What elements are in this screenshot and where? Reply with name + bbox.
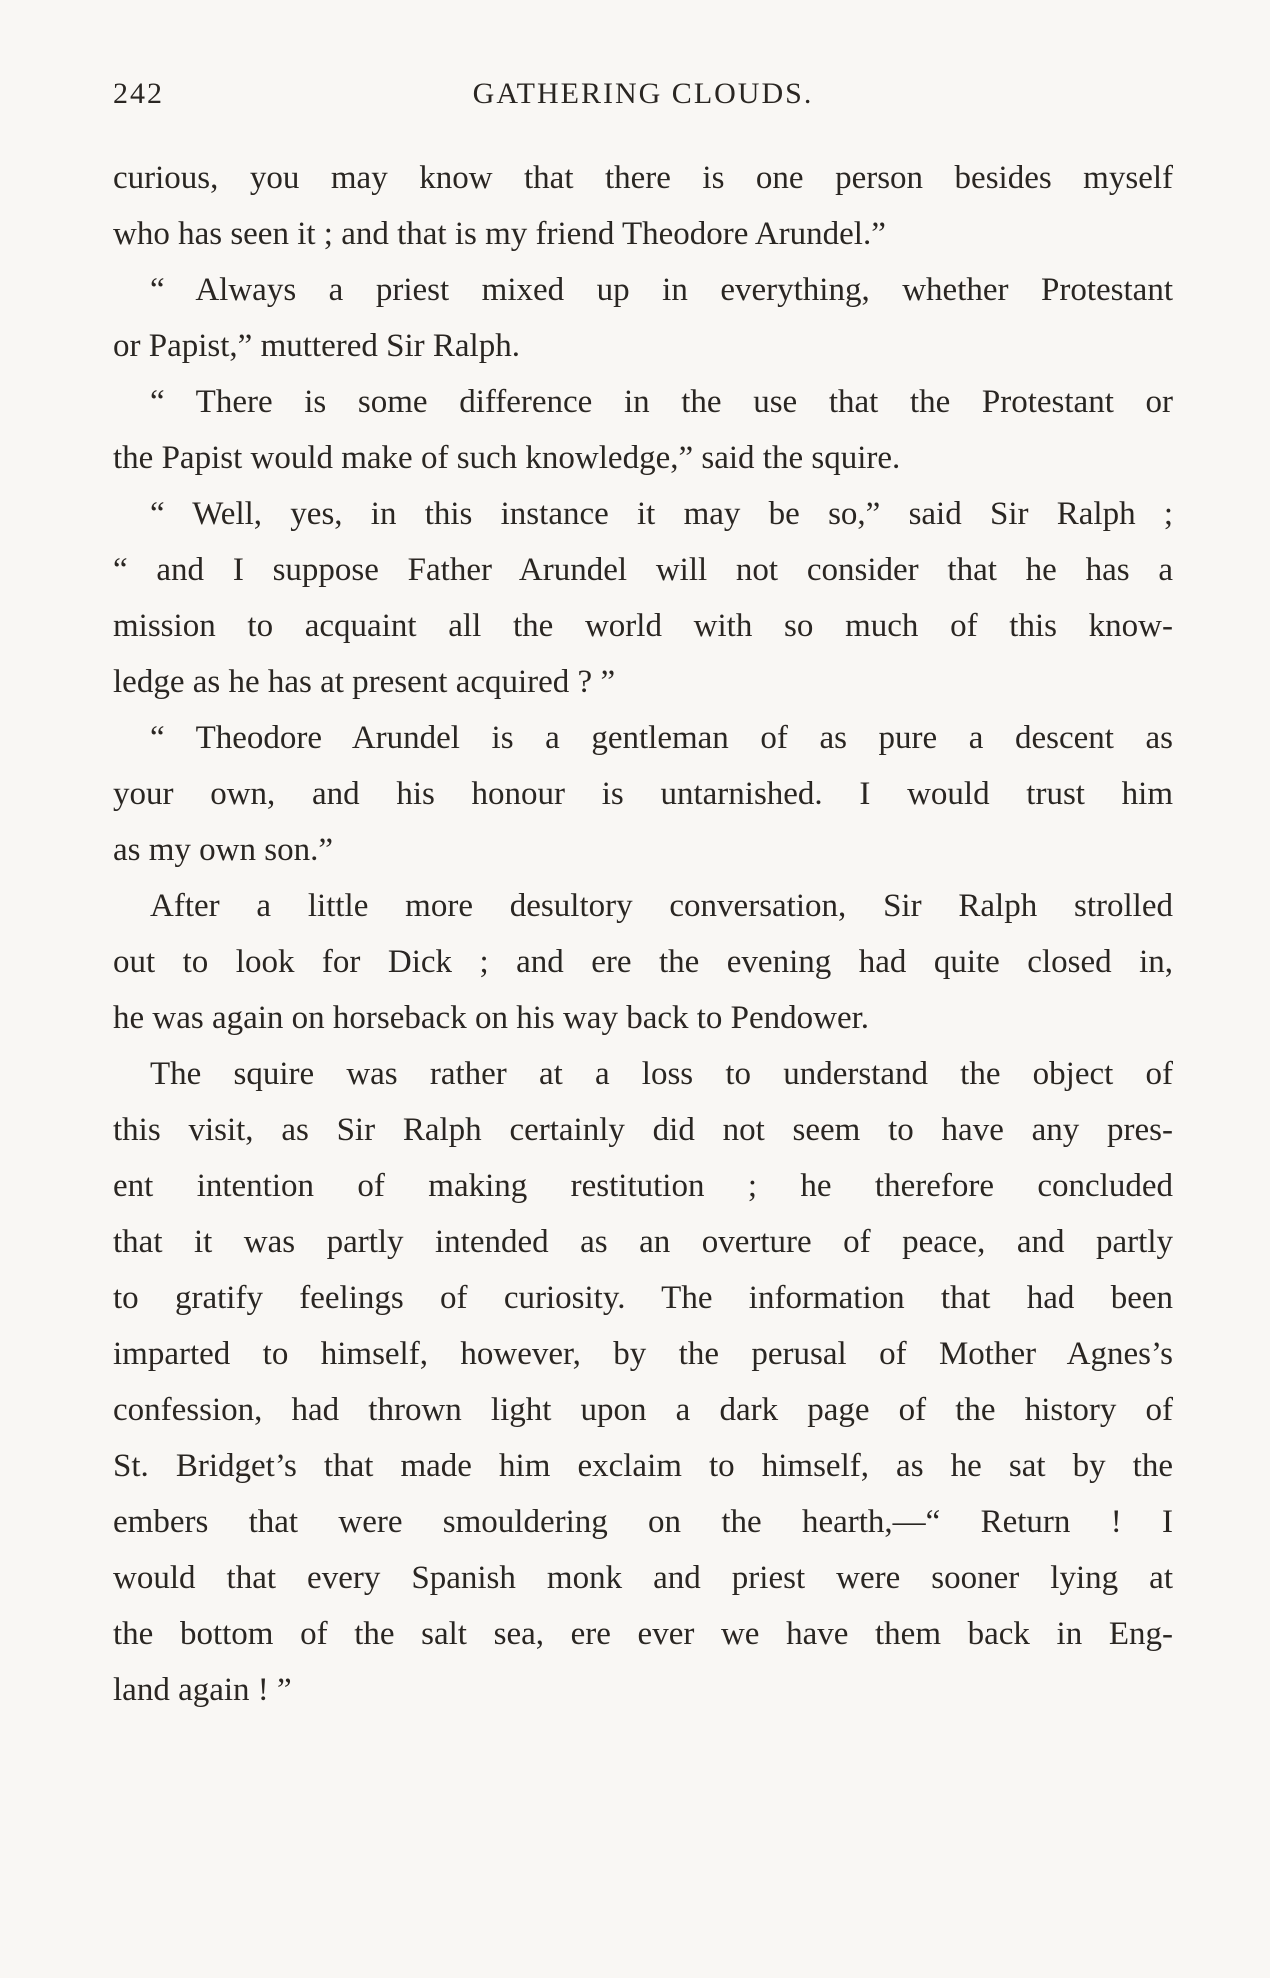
text-line: embers that were smouldering on the hearth,—“ Return ! I [113, 1504, 1173, 1540]
text-line: ent intention of making restitution ; he therefore concluded [113, 1168, 1173, 1204]
text-line: imparted to himself, however, by the perusal of Mother Agnes’s [113, 1336, 1173, 1372]
text-line: would that every Spanish monk and priest were sooner lying at [113, 1560, 1173, 1596]
text-line: curious, you may know that there is one person besides myself [113, 160, 1173, 196]
text-line: as my own son.” [113, 832, 333, 868]
text-line: “ Well, yes, in this instance it may be so,” said Sir Ralph ; [150, 496, 1173, 532]
body-text [113, 150, 1173, 1718]
text-line: “ and I suppose Father Arundel will not consider that he has a [113, 552, 1173, 588]
text-line: to gratify feelings of curiosity. The information that had been [113, 1280, 1173, 1316]
text-line: “ Always a priest mixed up in everything, whether Protestant [150, 272, 1173, 308]
page-number: 242 [113, 77, 164, 110]
text-line: your own, and his honour is untarnished. I would trust him [113, 776, 1173, 812]
text-line: who has seen it ; and that is my friend Theodore Arundel.” [113, 216, 886, 252]
text-line: out to look for Dick ; and ere the evening had quite closed in, [113, 944, 1173, 980]
running-head [113, 70, 1173, 118]
text-line: The squire was rather at a loss to understand the object of [150, 1056, 1173, 1092]
running-title: GATHERING CLOUDS. [472, 77, 814, 110]
text-line: mission to acquaint all the world with so much of this know- [113, 608, 1173, 644]
text-line: confession, had thrown light upon a dark page of the history of [113, 1392, 1173, 1428]
text-line: After a little more desultory conversation, Sir Ralph strolled [150, 888, 1173, 924]
text-line: land again ! ” [113, 1672, 292, 1708]
text-line: this visit, as Sir Ralph certainly did not seem to have any pres- [113, 1112, 1173, 1148]
text-line: or Papist,” muttered Sir Ralph. [113, 328, 520, 364]
text-line: he was again on horseback on his way back to Pendower. [113, 1000, 870, 1036]
text-line: “ There is some difference in the use that the Protestant or [150, 384, 1173, 420]
text-line: that it was partly intended as an overture of peace, and partly [113, 1224, 1173, 1260]
text-line: “ Theodore Arundel is a gentleman of as pure a descent as [150, 720, 1173, 756]
text-line: St. Bridget’s that made him exclaim to himself, as he sat by the [113, 1448, 1173, 1484]
text-line: the bottom of the salt sea, ere ever we have them back in Eng- [113, 1616, 1173, 1652]
text-line: ledge as he has at present acquired ? ” [113, 664, 616, 700]
text-line: the Papist would make of such knowledge,” said the squire. [113, 440, 901, 476]
